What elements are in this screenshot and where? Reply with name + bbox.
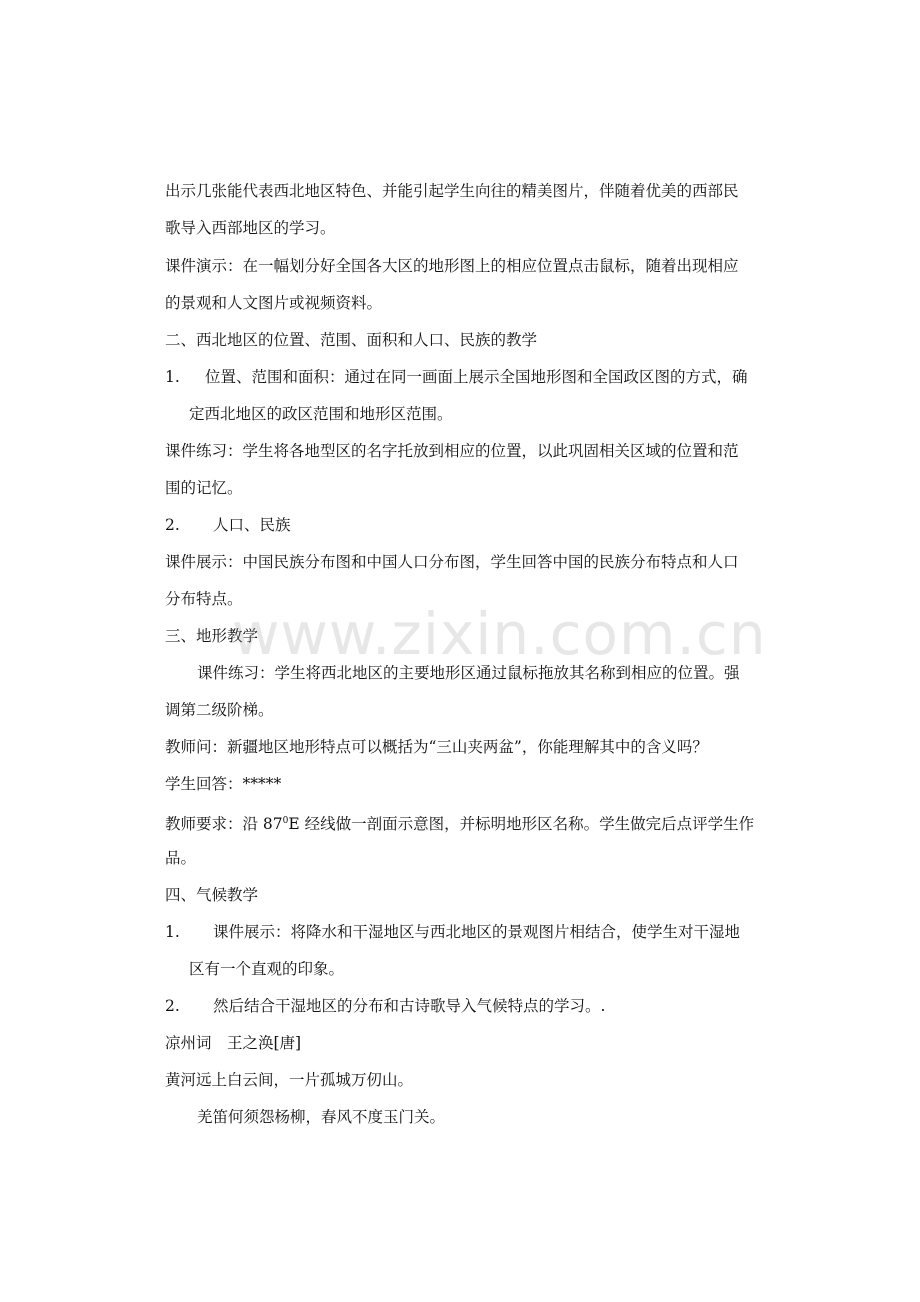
paragraph-line: 课件练习：学生将各地型区的名字托放到相应的位置，以此巩固相关区域的位置和范	[165, 442, 739, 460]
paragraph-line: 课件展示：中国民族分布图和中国人口分布图，学生回答中国的民族分布特点和人口	[165, 553, 739, 571]
list-item-text: 位置、范围和面积：通过在同一画面上展示全国地形图和全国政区图的方式，确	[205, 368, 748, 386]
list-item-text: 然后结合干湿地区的分布和古诗歌导入气候特点的学习。.	[213, 997, 606, 1015]
paragraph-line: 分布特点。	[165, 590, 243, 608]
paragraph-line: 调第二级阶梯。	[165, 701, 274, 719]
section-heading: 二、西北地区的位置、范围、面积和人口、民族的教学	[165, 331, 538, 349]
poem-line: 黄河远上白云间，一片孤城万仞山。	[165, 1071, 414, 1089]
paragraph-line: 学生回答：*****	[165, 775, 282, 793]
paragraph-line: 的景观和人文图片或视频资料。	[165, 294, 383, 312]
paragraph-line: 出示几张能代表西北地区特色、并能引起学生向往的精美图片，伴随着优美的西部民	[165, 182, 739, 200]
section-heading: 三、地形教学	[165, 627, 259, 645]
poem-title: 凉州词 王之涣[唐]	[165, 1034, 302, 1052]
paragraph-line: 品。	[165, 849, 197, 867]
list-item-text: 课件展示：将降水和干湿地区与西北地区的景观图片相结合，使学生对干湿地	[213, 923, 741, 941]
degree-superscript: 0	[282, 816, 289, 826]
paragraph-line: 区有一个直观的印象。	[189, 960, 345, 978]
watermark: www.zixin.com.cn	[232, 600, 767, 668]
section-heading: 四、气候教学	[165, 886, 259, 904]
paragraph-line: 课件练习：学生将西北地区的主要地形区通过鼠标拖放其名称到相应的位置。强	[197, 664, 740, 682]
text-segment: E	[288, 815, 300, 834]
list-number: 2.	[165, 997, 180, 1015]
paragraph-line: 定西北地区的政区范围和地形区范围。	[189, 405, 453, 423]
paragraph-line: 歌导入西部地区的学习。	[165, 219, 336, 237]
paragraph-line	[165, 810, 775, 835]
list-number: 2.	[165, 516, 180, 534]
list-item	[165, 921, 775, 943]
list-number: 1.	[165, 368, 180, 386]
text-segment: 经线做一剖面示意图，并标明地形区名称。学生做完后点评学生作	[304, 815, 755, 834]
paragraph-line: 围的记忆。	[165, 479, 243, 497]
list-item-text: 人口、民族	[213, 516, 291, 534]
text-segment: 教师要求：沿 87	[165, 815, 283, 834]
paragraph-line: 课件演示：在一幅划分好全国各大区的地形图上的相应位置点击鼠标，随着出现相应	[165, 257, 739, 275]
list-item	[165, 514, 775, 536]
paragraph-line: 教师问：新疆地区地形特点可以概括为“三山夹两盆”，你能理解其中的含义吗？	[165, 738, 708, 756]
list-item	[165, 995, 775, 1017]
poem-line: 羌笛何须怨杨柳，春风不度玉门关。	[197, 1108, 446, 1126]
list-number: 1.	[165, 923, 180, 941]
list-item	[165, 366, 775, 388]
